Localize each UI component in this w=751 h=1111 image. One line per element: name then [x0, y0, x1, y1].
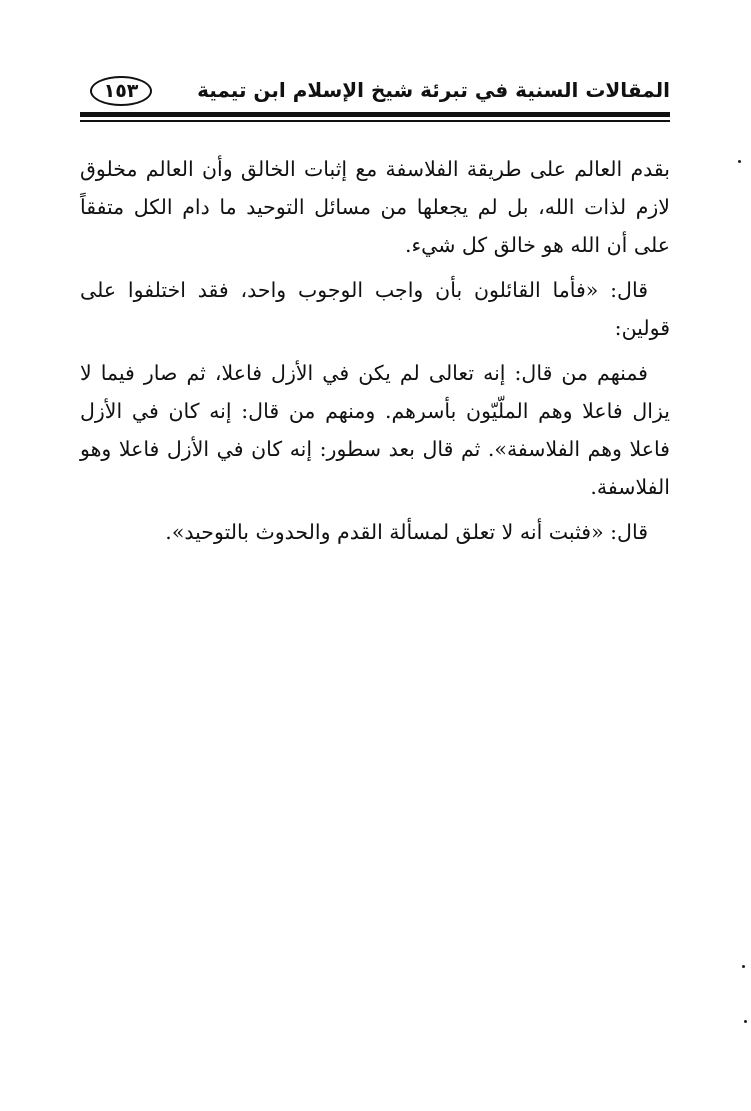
- header-rule-thick: [80, 112, 670, 117]
- scan-speck: [742, 965, 745, 968]
- running-title: المقالات السنية في تبرئة شيخ الإسلام ابن تيمية: [197, 78, 670, 102]
- paragraph-2: قال: «فأما القائلون بأن واجب الوجوب واحد، فقد اختلفوا على قولين:: [80, 278, 670, 340]
- scan-speck: [738, 160, 741, 163]
- header-rule-thin: [80, 120, 670, 122]
- page-number: ١٥٣: [90, 76, 152, 106]
- paragraph-4: قال: «فثبت أنه لا تعلق لمسألة القدم والحدوث بالتوحيد».: [165, 520, 648, 544]
- scan-speck: [744, 1020, 747, 1023]
- paragraph-3: فمنهم من قال: إنه تعالى لم يكن في الأزل فاعلا، ثم صار فيما لا يزال فاعلا وهم الملّيّون بأسرهم. ومنهم من قال: إنه كان في الأزل فاعلا وهم الفلاسفة». ثم قال بعد سطور: إنه كان في الأزل فاعلا وهو الفلاسفة.: [80, 361, 670, 499]
- paragraph-1: بقدم العالم على طريقة الفلاسفة مع إثبات الخالق وأن العالم مخلوق لازم لذات الله، بل لم يجعلها من مسائل التوحيد ما دام الكل متفقاً على أن الله هو خالق كل شيء.: [80, 157, 670, 257]
- page-header: [80, 70, 670, 110]
- page-body: [80, 150, 670, 558]
